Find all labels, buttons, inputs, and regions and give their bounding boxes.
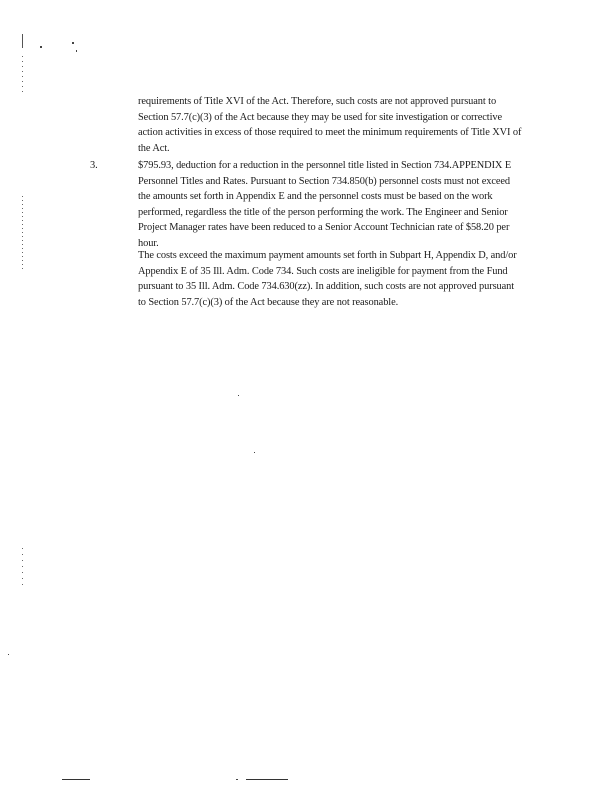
- scan-mark-left-dots-1: [22, 56, 23, 96]
- footer-rule-right: [246, 779, 288, 780]
- scan-speck: [8, 654, 9, 655]
- item-number: 3.: [90, 160, 98, 171]
- item-3-text: $795.93, deduction for a reduction in the personnel title listed in Section 734.APPENDIX E Personnel Titles and Rates. Pursuant to Section 734.850(b) personnel costs must not exceed the amounts set forth in Appendix E and the personnel costs must be based on the work performed, regardless the title of the person performing the work. The Engineer and Senior Project Manager rates have been reduced to a Senior Account Technician rate of $58.20 per hour.: [138, 160, 512, 249]
- scan-speck: [238, 395, 239, 396]
- scan-speck: [254, 452, 255, 453]
- footer-rule-left: [62, 779, 90, 780]
- costs-paragraph: The costs exceed the maximum payment amounts set forth in Subpart H, Appendix D, and/or Appendix E of 35 Ill. Adm. Code 734. Such costs are ineligible for payment from the Fund pursuant to 35 Ill. Adm. Code 734.630(zz). In addition, such costs are not approved pursuant to Section 57.7(c)(3) of the Act because they are not reasonable.: [138, 250, 517, 308]
- scan-mark-left-top: [22, 34, 23, 48]
- continued-paragraph: requirements of Title XVI of the Act. Therefore, such costs are not approved pursuant to Section 57.7(c)(3) of the Act because they may be used for site investigation or corrective action activities in excess of those required to meet the minimum requirements of Title XVI of the Act.: [138, 96, 522, 154]
- scan-speck: [72, 42, 74, 44]
- scan-mark-left-dots-2: [22, 196, 23, 272]
- scan-mark-left-dots-3: [22, 548, 23, 588]
- scan-speck: [236, 779, 238, 780]
- scan-speck: [76, 50, 77, 52]
- scan-speck: [40, 46, 42, 48]
